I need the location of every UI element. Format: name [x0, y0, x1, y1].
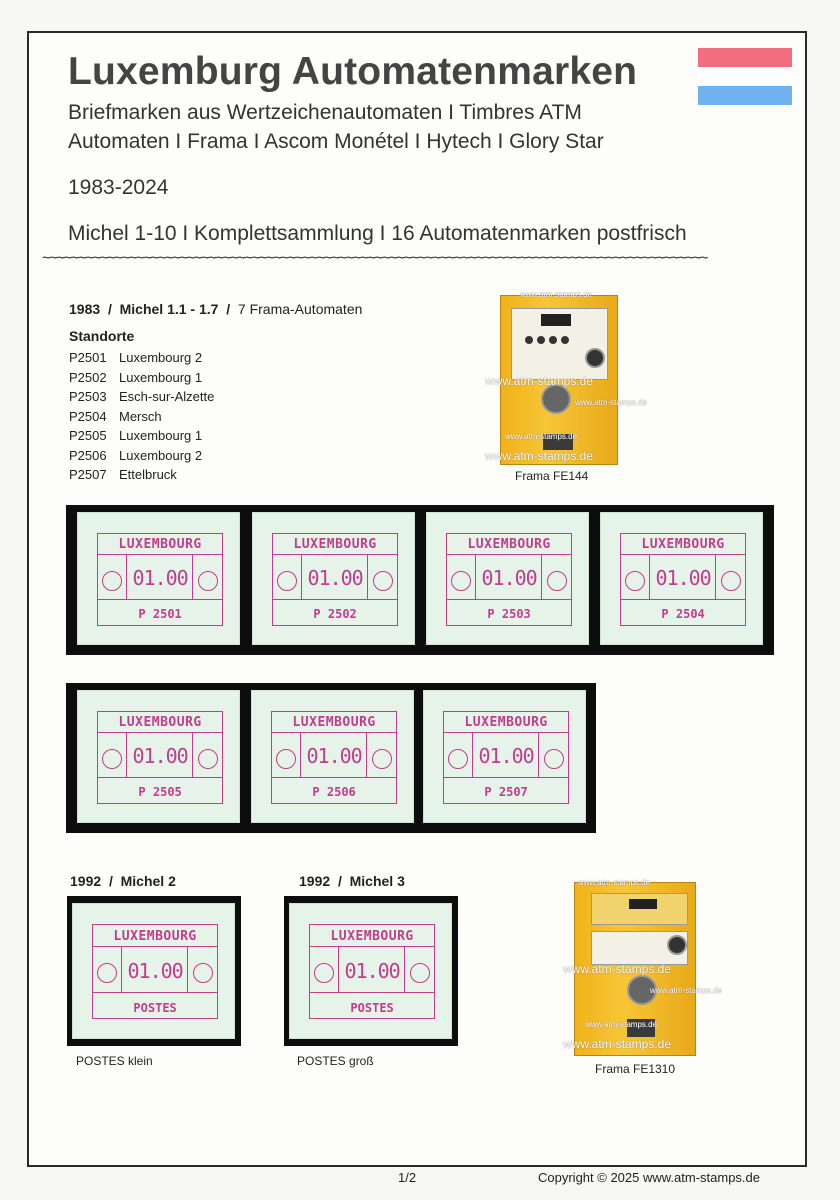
post-horn-emblem-icon: [102, 571, 122, 591]
location-place: Esch-sur-Alzette: [119, 389, 215, 404]
post-horn-emblem-icon: [277, 571, 297, 591]
stamp-frame: [620, 533, 746, 626]
stamp-machine-code: P 2502: [313, 607, 357, 622]
stamp-country: LUXEMBOURG: [464, 715, 548, 731]
atm-stamp: [251, 690, 414, 823]
stamp-machine-code: P 2506: [312, 785, 356, 800]
stamp-rule: [273, 599, 397, 600]
machine-display: [541, 314, 571, 326]
location-code: P2506: [69, 447, 107, 463]
watermark: www.atm-stamps.de: [485, 449, 594, 463]
stamp-rule: [272, 732, 396, 733]
stamp-machine-code: POSTES: [133, 1000, 177, 1015]
machine-display: [629, 899, 657, 909]
sep: /: [226, 301, 231, 317]
stamp-machine-code: P 2505: [138, 785, 182, 800]
location-row: [69, 348, 214, 368]
stamp-frame: [446, 533, 572, 626]
section-desc: 7 Frama-Automaten: [237, 301, 363, 317]
watermark: www.atm-stamps.de: [485, 374, 594, 388]
machine-knob: [585, 348, 605, 368]
atm-stamp: [600, 512, 763, 645]
post-horn-emblem-icon: [448, 749, 468, 769]
location-row: [69, 407, 214, 427]
location-place: Luxembourg 2: [119, 447, 203, 463]
stamp-country: LUXEMBOURG: [641, 537, 725, 553]
machine-caption-fe144: Frama FE144: [515, 469, 589, 483]
stamp-rule: [93, 946, 217, 947]
location-code: P2505: [69, 428, 107, 443]
luxembourg-flag: [698, 48, 792, 105]
years: 1983-2024: [68, 176, 169, 199]
atm-stamp: [77, 512, 240, 645]
tilde-separator: ~~~~~~~~~~~~~~~~~~~~~~~~~~~~~~~~~~~~~~~~~~~~~~~~~~~~~~~~~~~~~~~~~~~~~~~~~~~~~~~~~~~~~~~~~~~~: [42, 250, 708, 266]
machine-panel-top: [591, 893, 688, 925]
location-code: P2507: [69, 467, 107, 482]
location-place: Ettelbruck: [119, 467, 177, 482]
flag-stripe-red: [698, 48, 792, 67]
stamp-country: LUXEMBOURG: [293, 537, 377, 553]
summary-line: Michel 1-10 I Komplettsammlung I 16 Automatenmarken postfrisch: [68, 222, 687, 245]
stamp-rule: [447, 554, 571, 555]
caption-postes-gross: POSTES groß: [297, 1054, 374, 1068]
location-row: [69, 368, 214, 388]
stamp-rule: [98, 554, 222, 555]
section-1983-heading: [69, 301, 362, 317]
machine-caption-fe1310: Frama FE1310: [595, 1062, 676, 1076]
sep: /: [108, 873, 113, 889]
machine-button: [561, 336, 569, 344]
stamp-country: LUXEMBOURG: [118, 715, 202, 731]
watermark: www.atm-stamps.de: [585, 1020, 658, 1029]
copyright: Copyright © 2025 www.atm-stamps.de: [538, 1170, 761, 1185]
post-horn-emblem-icon: [625, 571, 645, 591]
stamp-frame: [92, 924, 218, 1019]
stamp-rule: [93, 992, 217, 993]
stamp-rule: [310, 946, 434, 947]
machine-knob: [667, 935, 687, 955]
stamp-frame: [272, 533, 398, 626]
location-place: Luxembourg 1: [119, 428, 203, 443]
page-title: Luxemburg Automatenmarken: [68, 50, 638, 93]
location-code: P2504: [69, 408, 107, 424]
atm-stamp: [423, 690, 586, 823]
stamp-rule: [98, 732, 222, 733]
atm-stamp: [72, 903, 235, 1039]
machine-button: [525, 336, 533, 344]
subtitle-line-2: Automaten I Frama I Ascom Monétel I Hytech I Glory Star: [68, 130, 604, 153]
stamp-value: 01.00: [306, 744, 362, 769]
location-place: Luxembourg 2: [119, 350, 203, 365]
stamp-value: 01.00: [307, 566, 363, 591]
stamp-country: LUXEMBOURG: [292, 715, 376, 731]
stamp-frame: [443, 711, 569, 804]
subtitle-line-1: Briefmarken aus Wertzeichenautomaten I Timbres ATM: [68, 101, 582, 124]
stamp-value: 01.00: [655, 566, 711, 591]
stamp-rule: [272, 777, 396, 778]
caption-postes-klein: POSTES klein: [76, 1054, 153, 1068]
section-michel: Michel 3: [349, 873, 405, 889]
location-place: Mersch: [119, 408, 162, 424]
location-code: P2502: [69, 369, 107, 385]
stamp-machine-code: P 2503: [487, 607, 531, 622]
section-1992-a-heading: [70, 873, 176, 889]
atm-stamp: [252, 512, 415, 645]
atm-stamp: [289, 903, 452, 1039]
sep: /: [107, 301, 112, 317]
locations-list: [69, 348, 214, 485]
section-michel: Michel 1.1 - 1.7: [119, 301, 219, 317]
stamp-country: LUXEMBOURG: [467, 537, 551, 553]
section-year: 1992: [299, 873, 331, 889]
stamp-value: 01.00: [132, 744, 188, 769]
location-place: Luxembourg 1: [119, 369, 203, 385]
stamp-machine-code: POSTES: [350, 1000, 394, 1015]
location-row: [69, 465, 214, 485]
atm-stamp: [77, 690, 240, 823]
post-horn-emblem-icon: [102, 749, 122, 769]
stamp-rule: [621, 599, 745, 600]
stamp-value: 01.00: [344, 958, 400, 983]
watermark: www.atm-stamps.de: [563, 1037, 672, 1051]
machine-button: [537, 336, 545, 344]
machine-coin-slot: [541, 384, 571, 414]
watermark: www.atm-stamps.de: [520, 290, 593, 299]
stamp-value: 01.00: [478, 744, 534, 769]
watermark: www.atm-stamps.de: [505, 432, 578, 441]
stamp-rule: [621, 554, 745, 555]
flag-stripe-blue: [698, 86, 792, 105]
stamp-frame: [309, 924, 435, 1019]
watermark: www.atm-stamps.de: [650, 986, 723, 995]
stamp-frame: [97, 533, 223, 626]
stamp-rule: [98, 599, 222, 600]
section-year: 1983: [69, 301, 101, 317]
flag-stripe-white: [698, 67, 792, 86]
stamp-country: LUXEMBOURG: [118, 537, 202, 553]
stamp-country: LUXEMBOURG: [113, 928, 197, 944]
section-year: 1992: [70, 873, 102, 889]
post-horn-emblem-icon: [451, 571, 471, 591]
watermark: www.atm-stamps.de: [575, 398, 648, 407]
stamp-value: 01.00: [481, 566, 537, 591]
sep: /: [337, 873, 342, 889]
location-code: P2501: [69, 350, 107, 365]
post-horn-emblem-icon: [276, 749, 296, 769]
location-row: [69, 387, 214, 407]
stamp-value: 01.00: [127, 958, 183, 983]
location-row: [69, 446, 214, 466]
stamp-frame: [271, 711, 397, 804]
stamp-value: 01.00: [132, 566, 188, 591]
location-code: P2503: [69, 389, 107, 404]
locations-title: Standorte: [69, 328, 135, 344]
stamp-machine-code: P 2501: [138, 607, 182, 622]
page-number: 1/2: [398, 1170, 417, 1185]
atm-stamp: [426, 512, 589, 645]
stamp-rule: [447, 599, 571, 600]
stamp-frame: [97, 711, 223, 804]
stamp-rule: [273, 554, 397, 555]
stamp-rule: [310, 992, 434, 993]
stamp-machine-code: P 2507: [484, 785, 528, 800]
section-1992-b-heading: [299, 873, 405, 889]
stamp-rule: [444, 732, 568, 733]
stamp-machine-code: P 2504: [661, 607, 705, 622]
watermark: www.atm-stamps.de: [578, 878, 651, 887]
machine-button: [549, 336, 557, 344]
stamp-rule: [98, 777, 222, 778]
location-row: [69, 426, 214, 446]
watermark: www.atm-stamps.de: [563, 962, 672, 976]
section-michel: Michel 2: [120, 873, 176, 889]
stamp-rule: [444, 777, 568, 778]
stamp-country: LUXEMBOURG: [330, 928, 414, 944]
